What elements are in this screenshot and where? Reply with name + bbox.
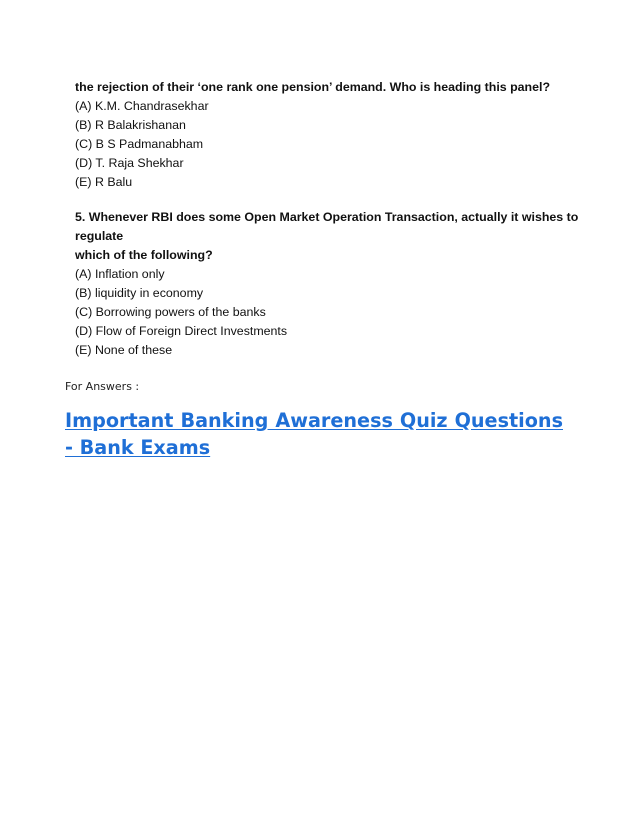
question-5-option-e: (E) None of these (75, 343, 173, 357)
question-4-option-b: (B) R Balakrishanan (75, 118, 186, 132)
question-4-option-a: (A) K.M. Chandrasekhar (75, 99, 209, 113)
question-5-option-c: (C) Borrowing powers of the banks (75, 305, 266, 319)
question-5-option-b: (B) liquidity in economy (75, 286, 204, 300)
question-5-option-a: (A) Inflation only (75, 267, 165, 281)
question-4-text: the rejection of their ‘one rank one pension’ demand. Who is heading this panel? (75, 80, 551, 94)
question-5 (75, 208, 579, 360)
question-4 (75, 78, 575, 192)
for-answers-label: For Answers : (65, 380, 140, 393)
answers-link[interactable]: Important Banking Awareness Quiz Questions - Bank Exams (65, 409, 563, 459)
question-5-text-line-1: 5. Whenever RBI does some Open Market Operation Transaction, actually it wishes to (75, 210, 579, 224)
question-5-text-line-2: regulate (75, 229, 124, 243)
question-4-option-e: (E) R Balu (75, 175, 133, 189)
question-5-text-line-3: which of the following? (75, 248, 213, 262)
question-5-option-d: (D) Flow of Foreign Direct Investments (75, 324, 288, 338)
question-4-option-d: (D) T. Raja Shekhar (75, 156, 184, 170)
question-4-option-c: (C) B S Padmanabham (75, 137, 204, 151)
